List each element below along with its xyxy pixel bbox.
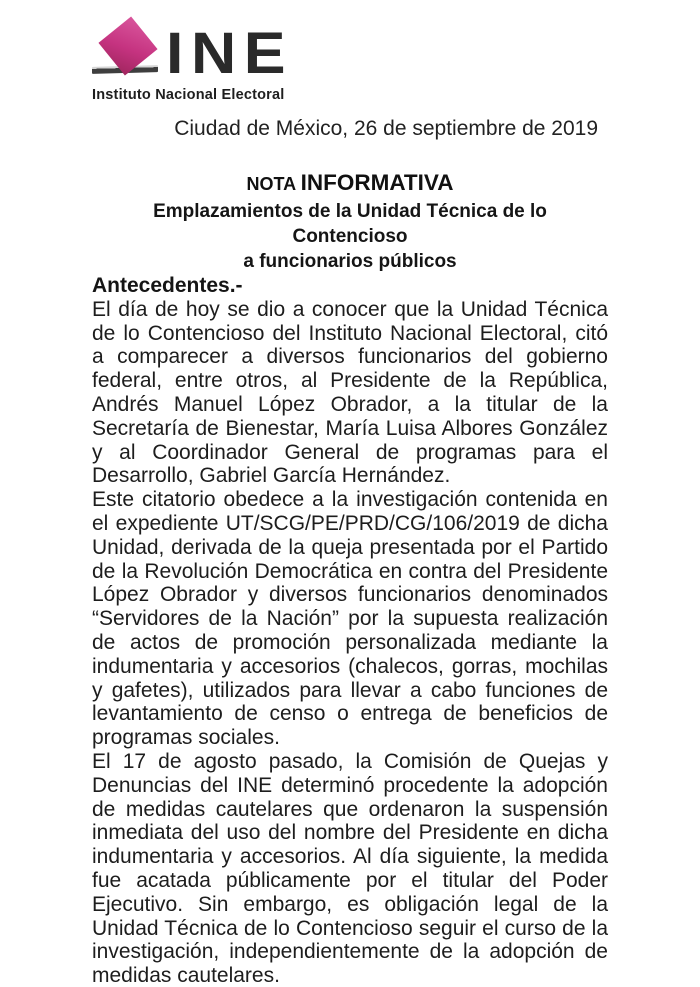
subtitle-line: Contencioso bbox=[292, 226, 408, 247]
body-paragraph: El 17 de agosto pasado, la Comisión de Quejas y Denuncias del INE determinó procedente la adopción de medidas cautelares que ordenaron la suspensión inmediata del uso del nombre del Presidente en dicha indumentaria y accesorios. Al día siguiente, la medida fue acatada públicamente por el titular del Poder Ejecutivo. Sin embargo, es obligación legal de la Unidad Técnica de lo Contencioso seguir el curso de la investigación, independientemente de la adopción de medidas cautelares. bbox=[92, 749, 608, 987]
title-word-nota: NOTA bbox=[246, 174, 297, 194]
ine-institution-name: Instituto Nacional Electoral bbox=[92, 87, 285, 103]
ine-logo-row bbox=[92, 21, 608, 86]
ine-ballot-box-icon bbox=[92, 24, 164, 84]
title-word-informativa: INFORMATIVA bbox=[300, 170, 454, 195]
ine-logo bbox=[92, 0, 608, 103]
body-paragraph: Este citatorio obedece a la investigación contenida en el expediente UT/SCG/PE/PRD/CG/106/2019 de dicha Unidad, derivada de la queja presentada por el Partido de la Revolución Democrática en contra del Presidente López Obrador y diversos funcionarios denominados “Servidores de la Nación” por la supuesta realización de actos de promoción personalizada mediante la indumentaria y accesorios (chalecos, gorras, mochilas y gafetes), utilizados para llevar a cabo funciones de levantamiento de censo o entrega de beneficios de programas sociales. bbox=[92, 488, 608, 750]
subtitle-line: a funcionarios públicos bbox=[243, 251, 457, 272]
body-paragraph: El día de hoy se dio a conocer que la Unidad Técnica de lo Contencioso del Instituto Nacional Electoral, citó a comparecer a diversos funcionarios del gobierno federal, entre otros, al Presidente de la República, Andrés Manuel López Obrador, a la titular de la Secretaría de Bienestar, María Luisa Albores González y al Coordinador General de programas para el Desarrollo, Gabriel García Hernández. bbox=[92, 297, 608, 488]
section-heading-antecedentes: Antecedentes.- bbox=[92, 274, 243, 297]
dateline: Ciudad de México, 26 de septiembre de 2019 bbox=[174, 117, 598, 140]
document-title bbox=[92, 170, 608, 199]
subtitle-line: Emplazamientos de la Unidad Técnica de lo bbox=[153, 201, 547, 222]
document-body bbox=[92, 298, 608, 987]
ine-acronym: INE bbox=[166, 21, 294, 86]
document-subtitle bbox=[92, 199, 608, 274]
